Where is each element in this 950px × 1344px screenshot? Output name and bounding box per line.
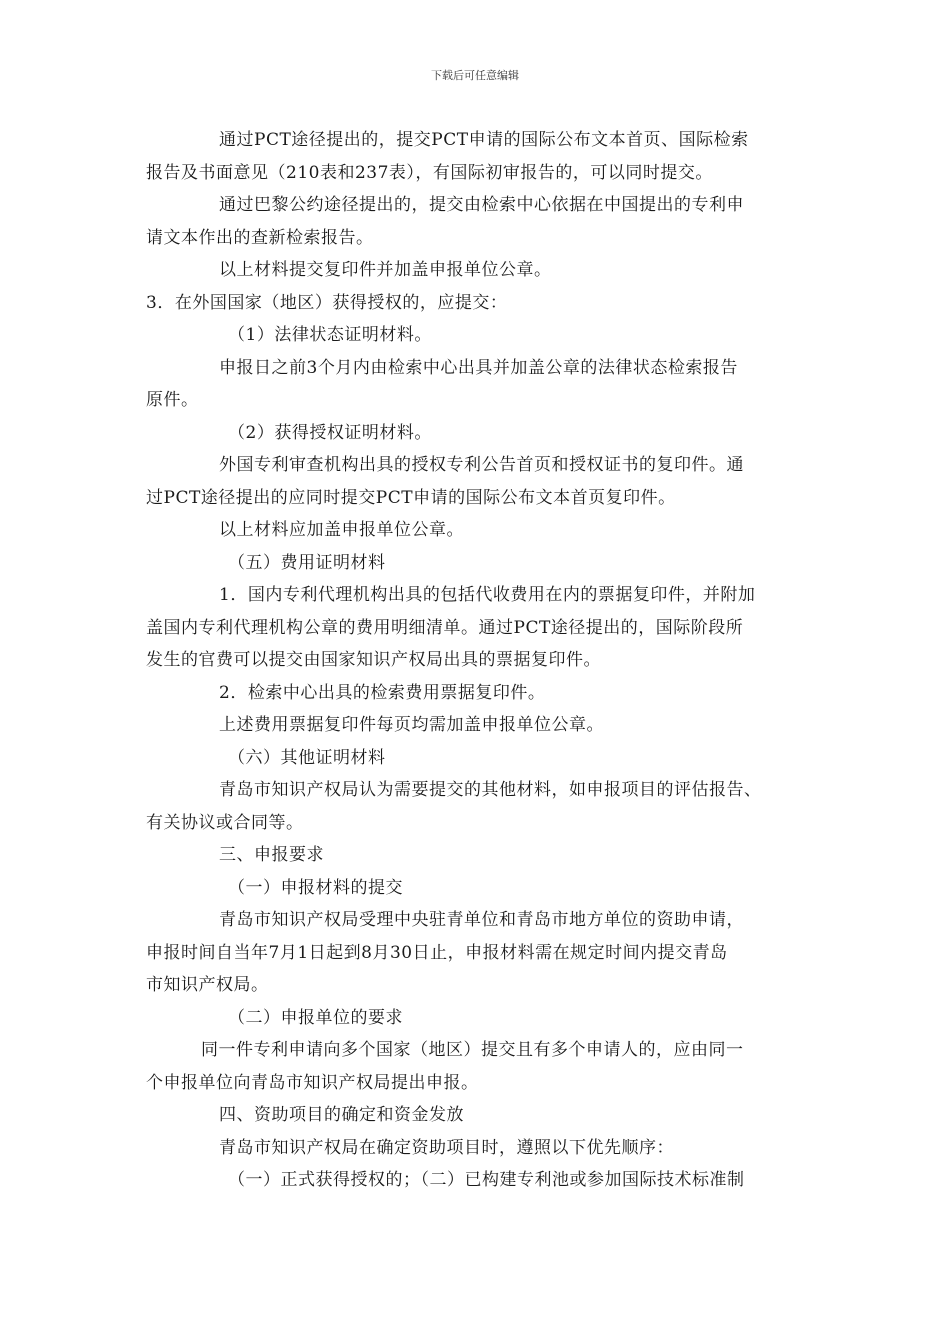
text-line: （1）法律状态证明材料。 xyxy=(228,325,432,345)
text-line: 3．在外国国家（地区）获得授权的，应提交： xyxy=(146,292,508,313)
text-line: 1．国内专利代理机构出具的包括代收费用在内的票据复印件，并附加 xyxy=(219,585,756,605)
text-line: 以上材料应加盖申报单位公章。 xyxy=(219,520,464,540)
text-line: 同一件专利申请向多个国家（地区）提交且有多个申请人的，应由同一 xyxy=(201,1040,744,1060)
text-line: 青岛市知识产权局在确定资助项目时，遵照以下优先顺序： xyxy=(219,1137,674,1158)
text-line: 发生的官费可以提交由国家知识产权局出具的票据复印件。 xyxy=(146,650,601,670)
text-line: 外国专利审查机构出具的授权专利公告首页和授权证书的复印件。通 xyxy=(219,455,744,475)
text-line: 请文本作出的查新检索报告。 xyxy=(146,227,374,248)
text-line: 申报日之前3个月内由检索中心出具并加盖公章的法律状态检索报告 xyxy=(219,357,738,378)
text-line: 上述费用票据复印件每页均需加盖申报单位公章。 xyxy=(219,715,604,735)
text-line: 通过PCT途径提出的，提交PCT申请的国际公布文本首页、国际检索 xyxy=(219,130,749,150)
text-line: 青岛市知识产权局受理中央驻青单位和青岛市地方单位的资助申请， xyxy=(219,910,744,930)
text-line: 过PCT途径提出的应同时提交PCT申请的国际公布文本首页复印件。 xyxy=(146,487,676,508)
text-line: 市知识产权局。 xyxy=(146,975,269,995)
text-line: （五）费用证明材料 xyxy=(228,552,386,573)
text-line: 原件。 xyxy=(146,390,199,410)
text-line: 三、申报要求 xyxy=(219,845,324,865)
text-line: 2．检索中心出具的检索费用票据复印件。 xyxy=(219,682,546,703)
text-line: 申报时间自当年7月1日起到8月30日止，申报材料需在规定时间内提交青岛 xyxy=(146,942,728,963)
text-line: 通过巴黎公约途径提出的，提交由检索中心依据在中国提出的专利申 xyxy=(219,195,744,215)
text-line: 盖国内专利代理机构公章的费用明细清单。通过PCT途径提出的，国际阶段所 xyxy=(146,617,744,638)
text-line: 以上材料提交复印件并加盖申报单位公章。 xyxy=(219,260,552,280)
text-line: （一）正式获得授权的；（二）已构建专利池或参加国际技术标准制 xyxy=(228,1170,745,1190)
text-line: 报告及书面意见（210表和237表），有国际初审报告的，可以同时提交。 xyxy=(146,162,713,183)
text-line: 个申报单位向青岛市知识产权局提出申报。 xyxy=(146,1072,479,1093)
text-line: （一）申报材料的提交 xyxy=(228,877,403,898)
text-line: 有关协议或合同等。 xyxy=(146,812,304,833)
text-line: 四、资助项目的确定和资金发放 xyxy=(219,1105,464,1125)
text-line: （六）其他证明材料 xyxy=(228,747,386,768)
text-line: （二）申报单位的要求 xyxy=(228,1007,403,1028)
page-header: 下载后可任意编辑 xyxy=(431,69,519,82)
text-line: （2）获得授权证明材料。 xyxy=(228,422,432,443)
text-line: 青岛市知识产权局认为需要提交的其他材料，如申报项目的评估报告、 xyxy=(219,780,762,800)
document-body xyxy=(146,124,808,1197)
